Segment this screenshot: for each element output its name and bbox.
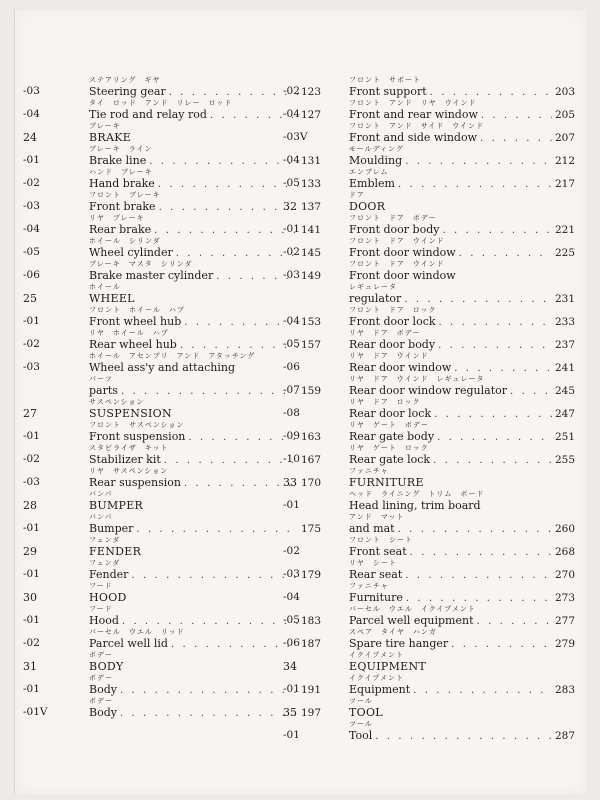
page-number: 277: [554, 615, 575, 627]
page-number: 157: [300, 339, 321, 351]
page-number: 153: [300, 316, 321, 328]
section-code: -01: [283, 729, 300, 741]
page-number: 159: [300, 385, 321, 397]
page-number: 251: [554, 431, 575, 443]
entry-title: Tool: [349, 729, 373, 742]
entry-title: Rear door body: [349, 338, 436, 351]
kana-reading: ホイール シリンダ: [89, 237, 161, 245]
toc-entry-row: [283, 498, 575, 513]
page-number: 231: [554, 293, 575, 305]
section-code: -01V: [23, 706, 48, 718]
dot-leader: [398, 522, 552, 537]
page-number: 163: [300, 431, 321, 443]
kana-reading: ヘッド ライニング トリム ボード: [349, 490, 485, 498]
entry-title: Rear seat: [349, 568, 403, 581]
dot-leader: [459, 246, 552, 261]
entry-title: Furniture: [349, 591, 403, 604]
section-code: -02: [23, 338, 40, 350]
section-code: -08: [283, 407, 300, 419]
toc-entry-row: [283, 360, 575, 375]
entry-title: Hand brake: [89, 177, 155, 190]
section-code: -05: [23, 246, 40, 258]
kana-reading: イクイプメント: [349, 651, 405, 659]
section-code: 33: [283, 476, 297, 489]
kana-reading: フード: [89, 582, 113, 590]
kana-reading: アンド マット: [349, 513, 405, 521]
toc-entry: [349, 283, 575, 306]
page-number: 175: [300, 523, 321, 535]
kana-reading: ホイール: [89, 283, 121, 291]
dot-leader: [171, 637, 298, 652]
kana-reading: リヤ ドア ボデー: [349, 329, 421, 337]
section-title: FURNITURE: [349, 476, 424, 489]
dot-leader: [510, 384, 552, 399]
page-number: 203: [554, 86, 575, 98]
toc-section: [23, 283, 321, 306]
dot-leader: [451, 637, 552, 652]
kana-reading: フード: [89, 605, 113, 613]
dot-leader: [404, 292, 552, 307]
section-code: -10: [283, 453, 300, 465]
kana-reading: スペア タイヤ ハンガ: [349, 628, 437, 636]
dot-leader: [159, 200, 298, 215]
section-code: -04: [283, 108, 300, 120]
kana-reading: ファニチャ: [349, 467, 389, 475]
toc-entry: [283, 536, 575, 559]
entry-title: Equipment: [349, 683, 411, 696]
dot-leader: [480, 131, 552, 146]
kana-reading: フロント ドア ウインド: [349, 237, 445, 245]
dot-leader: [405, 568, 552, 583]
toc-entry: [283, 398, 575, 421]
kana-reading: ブレーキ マスタ シリンダ: [89, 260, 193, 268]
section-code: -03: [23, 361, 40, 373]
page-number: 197: [300, 707, 321, 719]
entry-title: Wheel cylinder: [89, 246, 173, 259]
kana-reading: パーセル ウエル イクイプメント: [349, 605, 476, 613]
section-title: FENDER: [89, 545, 142, 558]
section-code: -04: [283, 154, 300, 166]
toc-entry: [283, 490, 575, 513]
section-code: -03: [283, 269, 300, 281]
entry-title: Brake master cylinder: [89, 269, 214, 282]
toc-entry-row: [283, 544, 575, 559]
section-code: -02: [23, 637, 40, 649]
entry-title: Steering gear: [89, 85, 166, 98]
toc-entry-row: [283, 130, 575, 145]
section-code: -04: [23, 108, 40, 120]
page-number: 179: [300, 569, 321, 581]
toc-entry: [283, 122, 575, 145]
dot-leader: [454, 361, 552, 376]
dot-leader: [477, 614, 552, 629]
page-number: 127: [300, 109, 321, 121]
page-number: 170: [300, 477, 321, 489]
section-code: -01: [23, 430, 40, 442]
entry-title: Front door window: [349, 269, 456, 282]
kana-reading: ブレーキ: [89, 122, 121, 130]
kana-reading: リヤ ドア ウインド: [349, 352, 429, 360]
kana-reading: イクイプメント: [349, 674, 405, 682]
section-title: TOOL: [349, 706, 383, 719]
page-number: 279: [554, 638, 575, 650]
entry-title: Rear door lock: [349, 407, 432, 420]
section-code: -07: [283, 384, 300, 396]
dot-leader: [433, 453, 552, 468]
kana-reading: フロント アンド リヤ ウインド: [349, 99, 477, 107]
kana-reading: リヤ ゲート ボデー: [349, 421, 429, 429]
dot-leader: [430, 85, 552, 100]
section-code: -01: [23, 315, 40, 327]
entry-title: Front door body: [349, 223, 440, 236]
dot-leader: [442, 223, 551, 238]
section-code: -05: [283, 338, 300, 350]
toc-entry-row: [283, 728, 575, 743]
page-number: 268: [554, 546, 575, 558]
entry-title: Rear suspension: [89, 476, 181, 489]
dot-leader: [149, 154, 298, 169]
toc-entry-row: [283, 590, 575, 605]
page-number: 205: [554, 109, 575, 121]
section-title: DOOR: [349, 200, 386, 213]
section-code: -01: [23, 683, 40, 695]
dot-leader: [169, 85, 298, 100]
page-number: 187: [300, 638, 321, 650]
toc-entry-row: [283, 406, 575, 421]
section-title: BODY: [89, 660, 124, 673]
dot-leader: [180, 338, 298, 353]
kana-reading: フロント シート: [349, 536, 413, 544]
page-number: 217: [554, 178, 575, 190]
page-number: 191: [300, 684, 321, 696]
page-number: 287: [554, 730, 575, 742]
kana-reading: バンパ: [89, 513, 113, 521]
entry-title: Body: [89, 683, 117, 696]
kana-reading: リヤ ブレーキ: [89, 214, 145, 222]
section-code: 27: [23, 407, 37, 420]
page-number: 167: [300, 454, 321, 466]
section-code: -02: [283, 545, 300, 557]
kana-reading: ボデー: [89, 697, 113, 705]
dot-leader: [120, 683, 298, 698]
page-number: 283: [554, 684, 575, 696]
section-code: -05: [283, 177, 300, 189]
dot-leader: [164, 453, 298, 468]
entry-title: Front door window: [349, 246, 456, 259]
entry-title: Front wheel hub: [89, 315, 182, 328]
dot-leader: [406, 591, 552, 606]
section-code: 29: [23, 545, 37, 558]
section-title: HOOD: [89, 591, 127, 604]
entry-title: Body: [89, 706, 117, 719]
kana-reading: フロント ドア ウインド: [349, 260, 445, 268]
kana-reading: フェンダ: [89, 536, 121, 544]
kana-reading: レギュレータ: [349, 283, 397, 291]
toc-entry-row: [349, 521, 575, 536]
entry-title: Rear door window regulator: [349, 384, 508, 397]
section-code: -06: [283, 637, 300, 649]
section-code: -01: [23, 522, 40, 534]
dot-leader: [120, 706, 298, 721]
section-code: -01: [23, 154, 40, 166]
entry-title: Tie rod and relay rod: [89, 108, 207, 121]
kana-reading: リヤ シート: [349, 559, 397, 567]
entry-title: Parcel well lid: [89, 637, 168, 650]
page-number: 225: [554, 247, 575, 259]
page-number: 137: [300, 201, 321, 213]
entry-title: Front door lock: [349, 315, 436, 328]
section-code: 35: [283, 706, 297, 719]
dot-leader: [410, 545, 552, 560]
section-code: 24: [23, 131, 37, 144]
kana-reading: ステアリング ギヤ: [89, 76, 161, 84]
section-code: -09: [283, 430, 300, 442]
section-code: -01: [23, 614, 40, 626]
section-code: 28: [23, 499, 37, 512]
page-number: 241: [554, 362, 575, 374]
kana-reading: フロント ブレーキ: [89, 191, 161, 199]
dot-leader: [439, 315, 552, 330]
dot-leader: [413, 683, 552, 698]
dot-leader: [434, 407, 552, 422]
page-number: 133: [300, 178, 321, 190]
kana-reading: タイ ロッド アンド リレー ロッド: [89, 99, 233, 107]
entry-title: Front suspension: [89, 430, 186, 443]
section-code: -02: [283, 246, 300, 258]
section-title: SUSPENSION: [89, 407, 172, 420]
toc-entry: [283, 720, 575, 743]
dot-leader: [481, 108, 552, 123]
dot-leader: [154, 223, 298, 238]
kana-reading: ボデー: [89, 651, 113, 659]
entry-title: Emblem: [349, 177, 395, 190]
toc-entry: [349, 513, 575, 536]
page-number: 149: [300, 270, 321, 282]
section-title: EQUIPMENT: [349, 660, 427, 673]
section-code: -02: [23, 177, 40, 189]
section-code: 30: [23, 591, 37, 604]
section-code: -06: [283, 361, 300, 373]
toc-section: [283, 651, 575, 674]
toc-entry-row: [23, 291, 321, 306]
kana-reading: サスペンション: [89, 398, 145, 406]
dot-leader: [405, 154, 552, 169]
section-code: -03: [23, 85, 40, 97]
section-code: -04: [283, 591, 300, 603]
section-title: BRAKE: [89, 131, 132, 144]
section-code: -05: [283, 614, 300, 626]
kana-reading: フロント サスペンション: [89, 421, 185, 429]
toc-entry-row: [349, 291, 575, 306]
dot-leader: [184, 315, 298, 330]
kana-reading: フロント アンド サイド ウインド: [349, 122, 485, 130]
section-code: -01: [283, 499, 300, 511]
section-code: -03V: [283, 131, 308, 143]
section-code: -03: [23, 476, 40, 488]
kana-reading: リヤ ドア ロック: [349, 398, 421, 406]
section-code: 25: [23, 292, 37, 305]
kana-reading: バンパ: [89, 490, 113, 498]
entry-title: regulator: [349, 292, 402, 305]
dot-leader: [122, 614, 298, 629]
dot-leader: [184, 476, 298, 491]
page-number: 237: [554, 339, 575, 351]
kana-reading: リヤ サスペンション: [89, 467, 169, 475]
page-number: 260: [554, 523, 575, 535]
kana-reading: フロント ホイール ハブ: [89, 306, 185, 314]
toc-entry-row: [23, 521, 321, 536]
kana-reading: ハンド ブレーキ: [89, 168, 153, 176]
toc-entry: [283, 352, 575, 375]
entry-title: parts: [89, 384, 118, 397]
dot-leader: [176, 246, 298, 261]
section-code: -01: [283, 223, 300, 235]
page-number: 145: [300, 247, 321, 259]
toc-entry: [23, 513, 321, 536]
entry-title: Parcel well equipment: [349, 614, 474, 627]
kana-reading: フロント ドア ボデー: [349, 214, 437, 222]
page-number: 273: [554, 592, 575, 604]
section-code: -01: [23, 568, 40, 580]
kana-reading: リヤ ゲート ロック: [349, 444, 429, 452]
entry-title: Spare tire hanger: [349, 637, 449, 650]
section-code: 32: [283, 200, 297, 213]
kana-reading: ドア: [349, 191, 365, 199]
entry-title: Rear door window: [349, 361, 452, 374]
kana-reading: ツール: [349, 697, 373, 705]
entry-title: Rear gate body: [349, 430, 435, 443]
page-number: 245: [554, 385, 575, 397]
section-title: BUMPER: [89, 499, 144, 512]
entry-title: Rear gate lock: [349, 453, 431, 466]
kana-reading: スタビライザ キット: [89, 444, 169, 452]
page-number: 131: [300, 155, 321, 167]
page-number: 247: [554, 408, 575, 420]
kana-reading: ツール: [349, 720, 373, 728]
kana-reading: パーツ: [89, 375, 113, 383]
page-number: 221: [554, 224, 575, 236]
kana-reading: フロント サポート: [349, 76, 421, 84]
dot-leader: [437, 430, 552, 445]
page-number: 207: [554, 132, 575, 144]
entry-title: Head lining, trim board: [349, 499, 481, 512]
section-code: -04: [23, 223, 40, 235]
entry-title: Front brake: [89, 200, 156, 213]
entry-title: Rear wheel hub: [89, 338, 177, 351]
section-code: -04: [283, 315, 300, 327]
section-code: -02: [283, 85, 300, 97]
page-number: 212: [554, 155, 575, 167]
section-code: -03: [283, 568, 300, 580]
kana-reading: フロント ドア ロック: [349, 306, 437, 314]
dot-leader: [375, 729, 552, 744]
section-title: WHEEL: [89, 292, 135, 305]
entry-title: Front support: [349, 85, 427, 98]
entry-title: Front and rear window: [349, 108, 478, 121]
entry-title: Hood: [89, 614, 119, 627]
kana-reading: パーセル ウエル リッド: [89, 628, 185, 636]
kana-reading: エンブレム: [349, 168, 389, 176]
section-code: -06: [23, 269, 40, 281]
kana-reading: フェンダ: [89, 559, 121, 567]
entry-title: Wheel ass'y and attaching: [89, 361, 236, 374]
entry-title: Brake line: [89, 154, 147, 167]
page-number: 255: [554, 454, 575, 466]
kana-reading: ブレーキ ライン: [89, 145, 153, 153]
dot-leader: [398, 177, 552, 192]
kana-reading: ホイール アセンブリ アンド アタッチング: [89, 352, 256, 360]
section-code: -02: [23, 453, 40, 465]
page-number: 123: [300, 86, 321, 98]
document-page: [14, 10, 587, 794]
page-number: 183: [300, 615, 321, 627]
page-number: 141: [300, 224, 321, 236]
entry-title: and mat: [349, 522, 395, 535]
entry-title: Bumper: [89, 522, 134, 535]
dot-leader: [438, 338, 552, 353]
kana-reading: リヤ ホイール ハブ: [89, 329, 169, 337]
section-code: -01: [283, 683, 300, 695]
entry-title: Front and side window: [349, 131, 478, 144]
entry-title: Front seat: [349, 545, 407, 558]
entry-title: Stabilizer kit: [89, 453, 161, 466]
dot-leader: [131, 568, 298, 583]
dot-leader: [158, 177, 298, 192]
kana-reading: ファニチャ: [349, 582, 389, 590]
kana-reading: リヤ ドア ウインド レギュレータ: [349, 375, 485, 383]
entry-title: Fender: [89, 568, 129, 581]
kana-reading: ボデー: [89, 674, 113, 682]
dot-leader: [188, 430, 298, 445]
dot-leader: [121, 384, 298, 399]
kana-reading: モールディング: [349, 145, 404, 153]
dot-leader: [136, 522, 298, 537]
page-number: 270: [554, 569, 575, 581]
section-code: 34: [283, 660, 297, 673]
section-code: 31: [23, 660, 37, 673]
entry-title: Moulding: [349, 154, 403, 167]
toc-entry: [283, 582, 575, 605]
entry-title: Rear brake: [89, 223, 152, 236]
page-number: 233: [554, 316, 575, 328]
section-code: -03: [23, 200, 40, 212]
toc-entry-row: [283, 659, 575, 674]
